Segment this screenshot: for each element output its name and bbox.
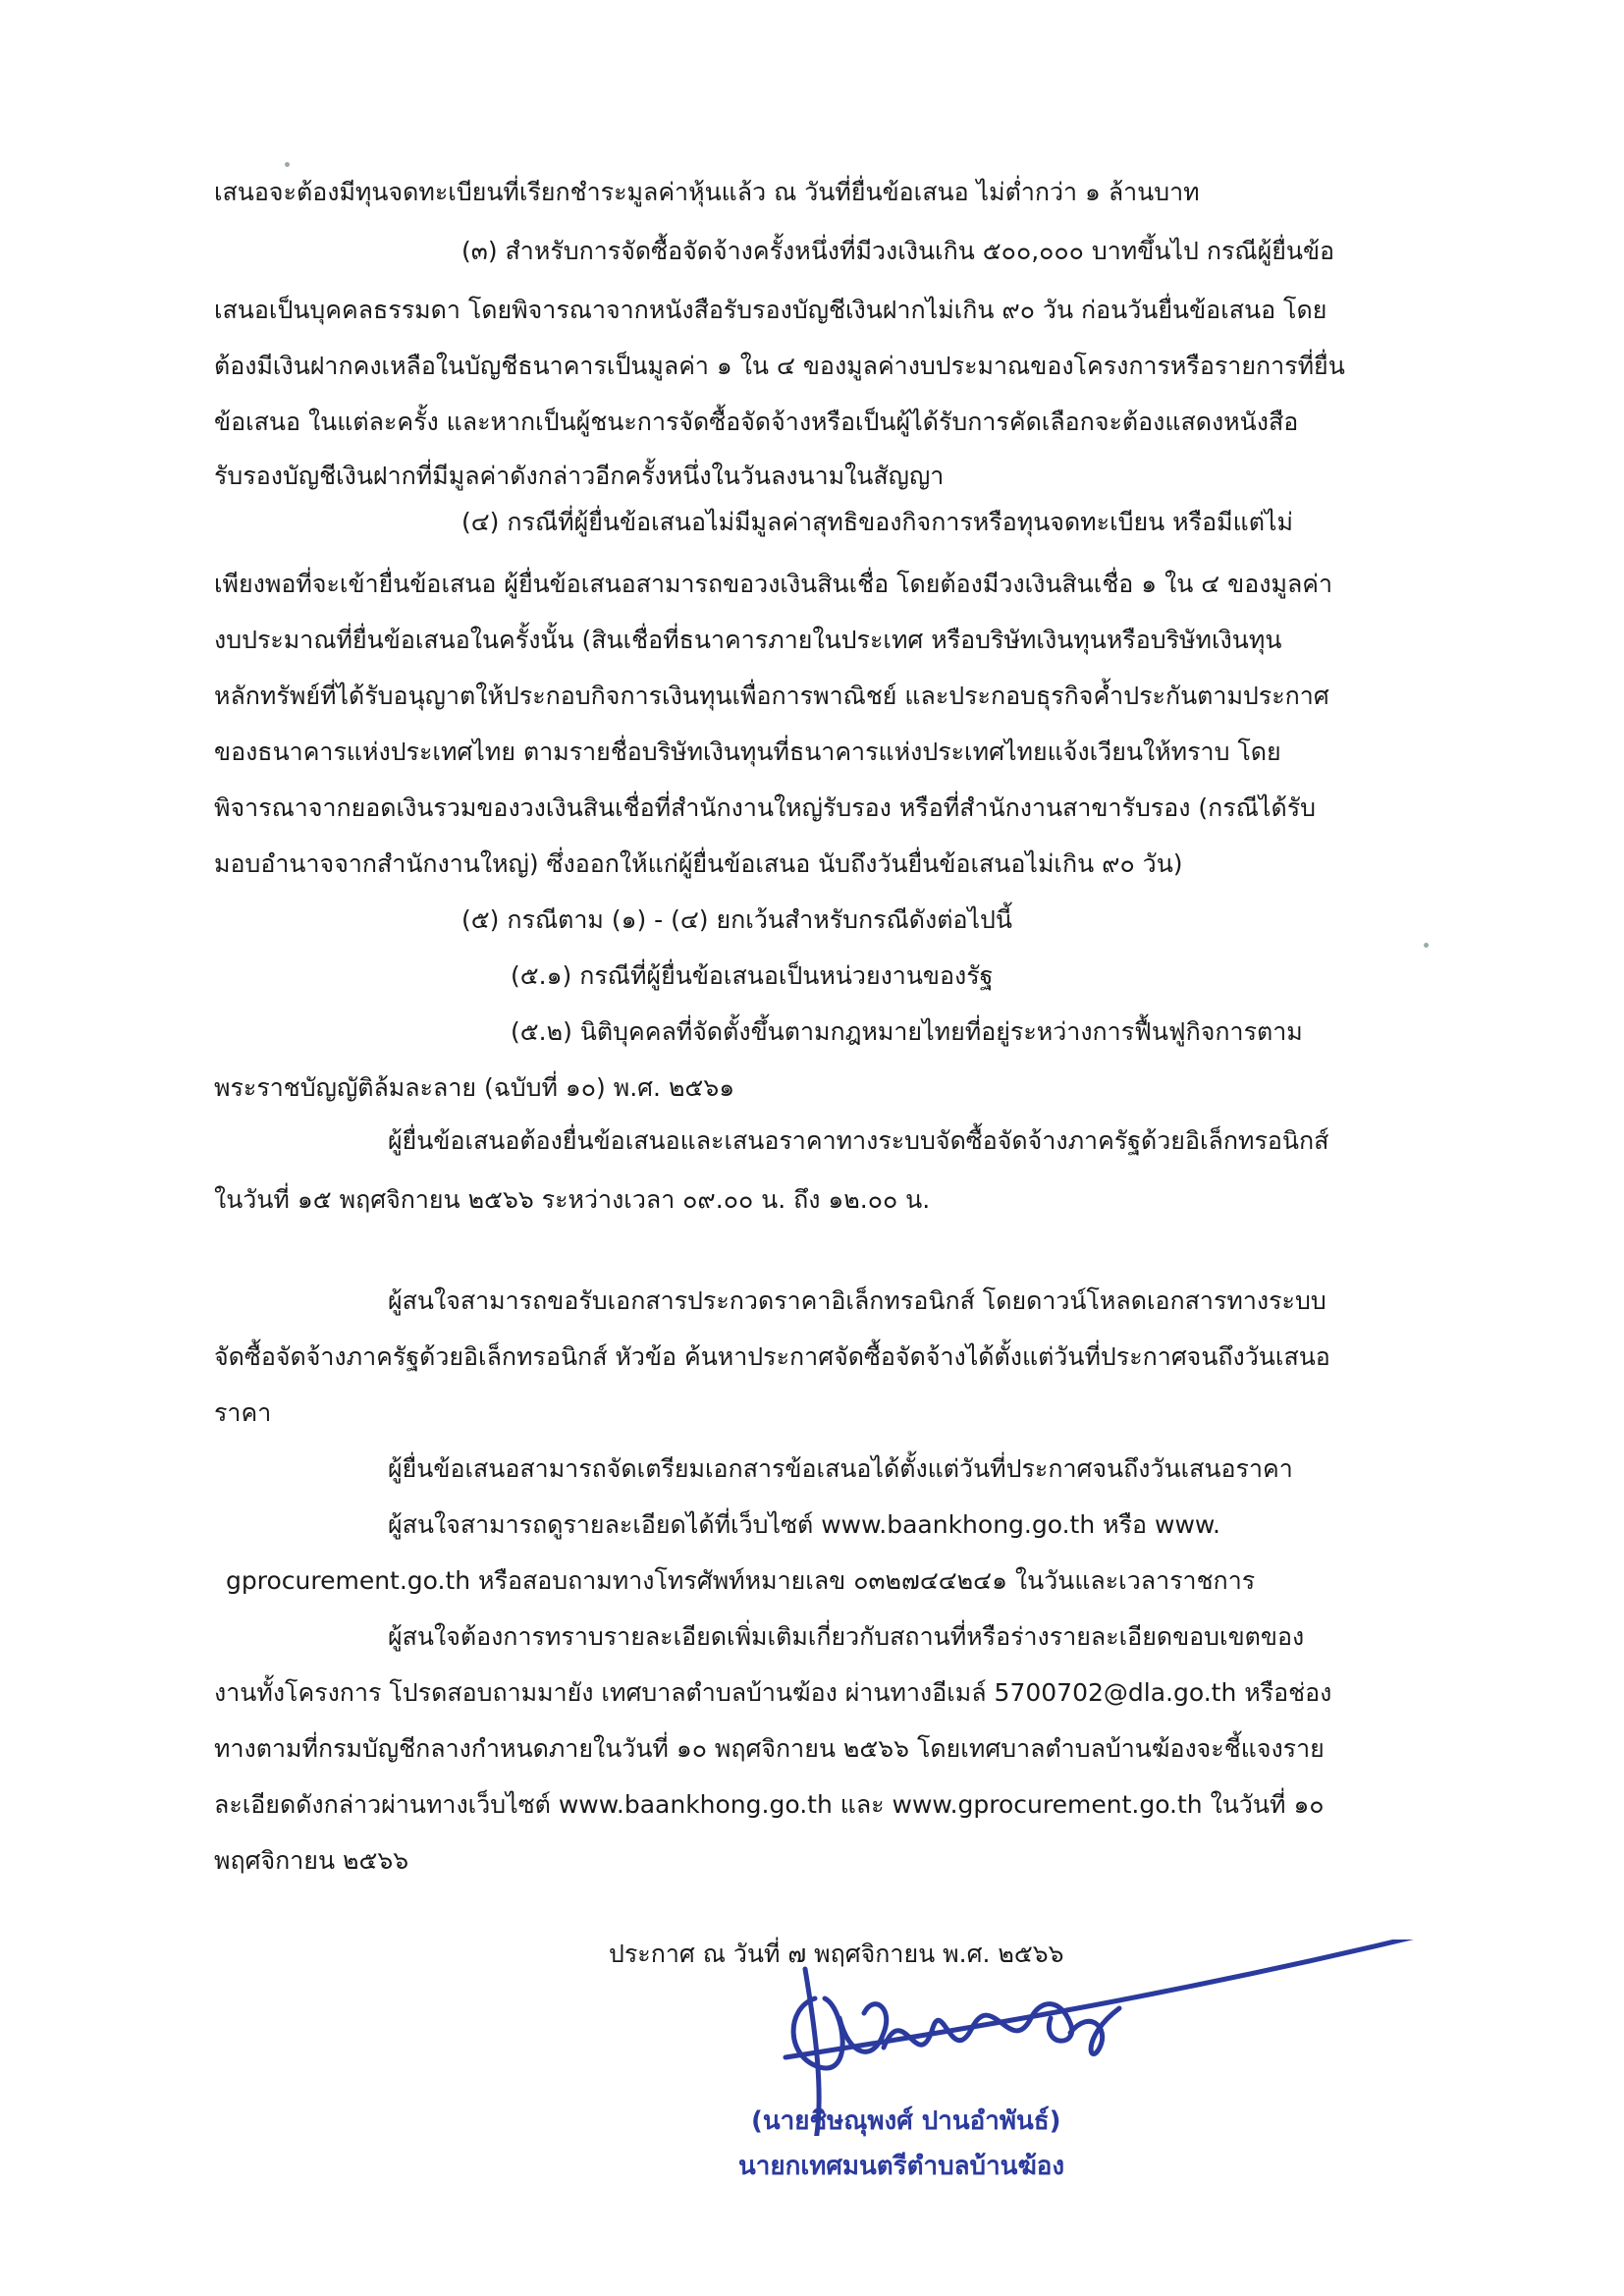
body-line: ผู้สนใจต้องการทราบรายละเอียดเพิ่มเติมเกี่ยวกับสถานที่หรือร่างรายละเอียดขอบเขตของ (388, 1622, 1305, 1651)
body-line: ของธนาคารแห่งประเทศไทย ตามรายชื่อบริษัทเงินทุนที่ธนาคารแห่งประเทศไทยแจ้งเวียนให้ทราบ โดย (214, 738, 1281, 766)
body-line: ผู้ยื่นข้อเสนอต้องยื่นข้อเสนอและเสนอราคาทางระบบจัดซื้อจัดจ้างภาครัฐด้วยอิเล็กทรอนิกส์ (388, 1126, 1329, 1155)
body-line: (๕.๑) กรณีที่ผู้ยื่นข้อเสนอเป็นหน่วยงานของรัฐ (511, 961, 994, 990)
body-line: ผู้ยื่นข้อเสนอสามารถจัดเตรียมเอกสารข้อเสนอได้ตั้งแต่วันที่ประกาศจนถึงวันเสนอราคา (388, 1454, 1293, 1483)
body-line: เสนอจะต้องมีทุนจดทะเบียนที่เรียกชำระมูลค่าหุ้นแล้ว ณ วันที่ยื่นข้อเสนอ ไม่ต่ำกว่า ๑ ล้านบาท (214, 178, 1200, 206)
body-line: รับรองบัญชีเงินฝากที่มีมูลค่าดังกล่าวอีกครั้งหนึ่งในวันลงนามในสัญญา (214, 462, 945, 490)
scan-speck (285, 162, 290, 167)
body-line: ละเอียดดังกล่าวผ่านทางเว็บไซต์ www.baankhong.go.th และ www.gprocurement.go.th ในวันที่ ๑๐ (214, 1790, 1325, 1819)
body-line: พิจารณาจากยอดเงินรวมของวงเงินสินเชื่อที่สำนักงานใหญ่รับรอง หรือที่สำนักงานสาขารับรอง (กรณีได้รับ (214, 793, 1317, 822)
body-line: ราคา (214, 1398, 272, 1427)
body-line: งบประมาณที่ยื่นข้อเสนอในครั้งนั้น (สินเชื่อที่ธนาคารภายในประเทศ หรือบริษัทเงินทุนหรือบริษัทเงินทุน (214, 626, 1282, 654)
body-line: ทางตามที่กรมบัญชีกลางกำหนดภายในวันที่ ๑๐ พฤศจิกายน ๒๕๖๖ โดยเทศบาลตำบลบ้านฆ้องจะชี้แจงราย (214, 1734, 1325, 1763)
body-line: ผู้สนใจสามารถดูรายละเอียดได้ที่เว็บไซต์ www.baankhong.go.th หรือ www. (388, 1510, 1220, 1539)
body-line: (๔) กรณีที่ผู้ยื่นข้อเสนอไม่มีมูลค่าสุทธิของกิจการหรือทุนจดทะเบียน หรือมีแต่ไม่ (461, 508, 1293, 536)
signatory-name: (นายชิษณุพงศ์ ปานอำพันธ์) (751, 2106, 1061, 2136)
body-line: gprocurement.go.th หรือสอบถามทางโทรศัพท์หมายเลข ๐๓๒๗๔๔๒๔๑ ในวันและเวลาราชการ (226, 1566, 1256, 1595)
body-line: พฤศจิกายน ๒๕๖๖ (214, 1846, 409, 1875)
body-line: ผู้สนใจสามารถขอรับเอกสารประกวดราคาอิเล็กทรอนิกส์ โดยดาวน์โหลดเอกสารทางระบบ (388, 1286, 1326, 1315)
body-line: ในวันที่ ๑๕ พฤศจิกายน ๒๕๖๖ ระหว่างเวลา ๐๙.๐๐ น. ถึง ๑๒.๐๐ น. (214, 1185, 931, 1214)
body-line: มอบอำนาจจากสำนักงานใหญ่) ซึ่งออกให้แก่ผู้ยื่นข้อเสนอ นับถึงวันยื่นข้อเสนอไม่เกิน ๙๐ วัน) (214, 849, 1183, 878)
body-line: (๕) กรณีตาม (๑) - (๔) ยกเว้นสำหรับกรณีดังต่อไปนี้ (461, 905, 1013, 934)
body-line: จัดซื้อจัดจ้างภาครัฐด้วยอิเล็กทรอนิกส์ หัวข้อ ค้นหาประกาศจัดซื้อจัดจ้างได้ตั้งแต่วันที่ประกาศจนถึงวันเสนอ (214, 1342, 1330, 1371)
body-line: (๕.๒) นิติบุคคลที่จัดตั้งขึ้นตามกฎหมายไทยที่อยู่ระหว่างการฟื้นฟูกิจการตาม (511, 1017, 1303, 1046)
body-line: เพียงพอที่จะเข้ายื่นข้อเสนอ ผู้ยื่นข้อเสนอสามารถขอวงเงินสินเชื่อ โดยต้องมีวงเงินสินเชื่อ ๑ ใน ๔ ของมูลค่า (214, 570, 1333, 598)
body-line: เสนอเป็นบุคคลธรรมดา โดยพิจารณาจากหนังสือรับรองบัญชีเงินฝากไม่เกิน ๙๐ วัน ก่อนวันยื่นข้อเสนอ โดย (214, 296, 1327, 324)
signatory-position: นายกเทศมนตรีตำบลบ้านฆ้อง (738, 2152, 1065, 2181)
body-line: พระราชบัญญัติล้มละลาย (ฉบับที่ ๑๐) พ.ศ. ๒๕๖๑ (214, 1073, 735, 1102)
body-line: (๓) สำหรับการจัดซื้อจัดจ้างครั้งหนึ่งที่มีวงเงินเกิน ๕๐๐,๐๐๐ บาทขึ้นไป กรณีผู้ยื่นข้อ (461, 237, 1335, 265)
body-line: ข้อเสนอ ในแต่ละครั้ง และหากเป็นผู้ชนะการจัดซื้อจัดจ้างหรือเป็นผู้ได้รับการคัดเลือกจะต้องแสดงหนังสือ (214, 408, 1299, 436)
body-line: หลักทรัพย์ที่ได้รับอนุญาตให้ประกอบกิจการเงินทุนเพื่อการพาณิชย์ และประกอบธุรกิจค้ำประกันตามประกาศ (214, 682, 1329, 710)
scan-speck (1424, 943, 1429, 948)
announcement-date: ประกาศ ณ วันที่ ๗ พฤศจิกายน พ.ศ. ๒๕๖๖ (609, 1940, 1064, 1968)
body-line: ต้องมีเงินฝากคงเหลือในบัญชีธนาคารเป็นมูลค่า ๑ ใน ๔ ของมูลค่างบประมาณของโครงการหรือรายการที่ยื่น (214, 352, 1345, 380)
body-line: งานทั้งโครงการ โปรดสอบถามมายัง เทศบาลตำบลบ้านฆ้อง ผ่านทางอีเมล์ 5700702@dla.go.th หรือช่อง (214, 1678, 1332, 1707)
